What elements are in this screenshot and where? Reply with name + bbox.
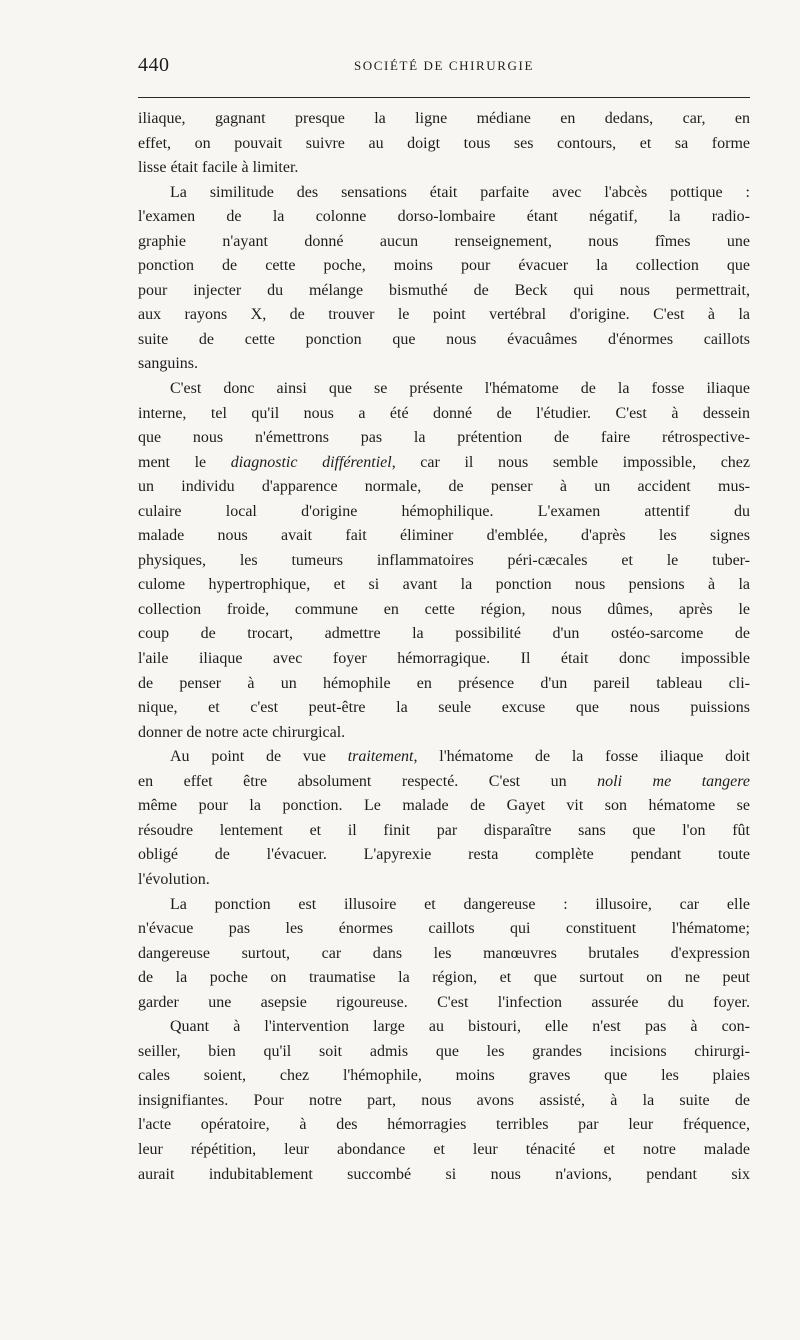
text-line: physiques, les tumeurs inflammatoires péri-cæcales et le tuber-: [138, 551, 750, 569]
text-line: culaire local d'origine hémophilique. L'examen attentif du: [138, 502, 750, 520]
text-line: dangereuse surtout, car dans les manœuvres brutales d'expression: [138, 944, 750, 962]
text-line: l'aile iliaque avec foyer hémorragique. Il était donc impossible: [138, 650, 750, 668]
text-line: malade nous avait fait éliminer d'emblée, d'après les signes: [138, 527, 750, 545]
text-line: l'acte opératoire, à des hémorragies terribles par leur fréquence,: [138, 1116, 750, 1134]
page-header: [138, 54, 750, 82]
text-line: obligé de l'évacuer. L'apyrexie resta complète pendant toute: [138, 846, 750, 864]
text-line: suite de cette ponction que nous évacuâmes d'énormes caillots: [138, 330, 750, 348]
text-line: pour injecter du mélange bismuthé de Beck qui nous permettrait,: [138, 281, 750, 299]
text-line: que nous n'émettrons pas la prétention de faire rétrospective-: [138, 429, 750, 447]
text-line: La ponction est illusoire et dangereuse : illusoire, car elle: [170, 895, 750, 913]
text-line: coup de trocart, admettre la possibilité d'un ostéo-sarcome de: [138, 625, 750, 643]
text-run: , car il nous semble impossible, chez: [391, 453, 751, 471]
text-line: aux rayons X, de trouver le point vertébral d'origine. C'est à la: [138, 306, 750, 324]
italic-run: noli me tangere: [597, 772, 750, 790]
text-line: insignifiantes. Pour notre part, nous avons assisté, à la suite de: [138, 1091, 750, 1109]
text-line: [138, 748, 750, 773]
text-line: résoudre lentement et il finit par disparaître sans que l'on fût: [138, 821, 750, 839]
text-line: aurait indubitablement succombé si nous n'avions, pendant six: [138, 1165, 750, 1183]
text-run: Au point de vue: [170, 748, 326, 766]
text-line: n'évacue pas les énormes caillots qui constituent l'hématome;: [138, 920, 750, 938]
text-line: Quant à l'intervention large au bistouri, elle n'est pas à con-: [170, 1018, 750, 1036]
text-line: [138, 454, 750, 479]
text-line: graphie n'ayant donné aucun renseignement, nous fîmes une: [138, 232, 750, 250]
page-number: 440: [138, 54, 170, 76]
text-line: La similitude des sensations était parfaite avec l'abcès pottique :: [170, 183, 750, 201]
italic-run: traitement: [347, 748, 414, 766]
text-line: donner de notre acte chirurgical.: [138, 723, 346, 741]
text-line: seiller, bien qu'il soit admis que les grandes incisions chirurgi-: [138, 1042, 750, 1060]
header-rule: [138, 97, 750, 98]
text-line: nique, et c'est peut-être la seule excuse que nous puissions: [138, 699, 750, 717]
text-line: un individu d'apparence normale, de penser à un accident mus-: [138, 478, 750, 496]
text-run: ment le: [138, 453, 207, 471]
text-line: C'est donc ainsi que se présente l'hématome de la fosse iliaque: [170, 380, 750, 398]
text-line: même pour la ponction. Le malade de Gayet vit son hématome se: [138, 797, 750, 815]
text-line: de penser à un hémophile en présence d'un pareil tableau cli-: [138, 674, 750, 692]
body-text: [138, 110, 750, 1190]
text-line: leur répétition, leur abondance et leur ténacité et notre malade: [138, 1140, 750, 1158]
text-line: collection froide, commune en cette région, nous dûmes, après le: [138, 600, 750, 618]
text-line: culome hypertrophique, et si avant la ponction nous pensions à la: [138, 576, 750, 594]
text-line: [138, 773, 750, 798]
text-line: de la poche on traumatise la région, et que surtout on ne peut: [138, 969, 750, 987]
text-run: , l'hématome de la fosse iliaque doit: [413, 748, 750, 766]
text-line: interne, tel qu'il nous a été donné de l'étudier. C'est à dessein: [138, 404, 750, 422]
text-line: sanguins.: [138, 355, 198, 373]
text-run: en effet être absolument respecté. C'est un: [138, 772, 567, 790]
text-line: effet, on pouvait suivre au doigt tous ses contours, et sa forme: [138, 134, 750, 152]
text-line: l'évolution.: [138, 870, 210, 888]
text-line: cales soient, chez l'hémophile, moins graves que les plaies: [138, 1067, 750, 1085]
text-line: l'examen de la colonne dorso-lombaire étant négatif, la radio-: [138, 208, 750, 226]
text-line: garder une asepsie rigoureuse. C'est l'infection assurée du foyer.: [138, 993, 750, 1011]
text-line: iliaque, gagnant presque la ligne médiane en dedans, car, en: [138, 110, 750, 127]
italic-run: diagnostic différentiel: [230, 453, 392, 471]
text-line: ponction de cette poche, moins pour évacuer la collection que: [138, 257, 750, 275]
text-line: lisse était facile à limiter.: [138, 159, 299, 177]
running-head: SOCIÉTÉ DE CHIRURGIE: [353, 58, 535, 73]
